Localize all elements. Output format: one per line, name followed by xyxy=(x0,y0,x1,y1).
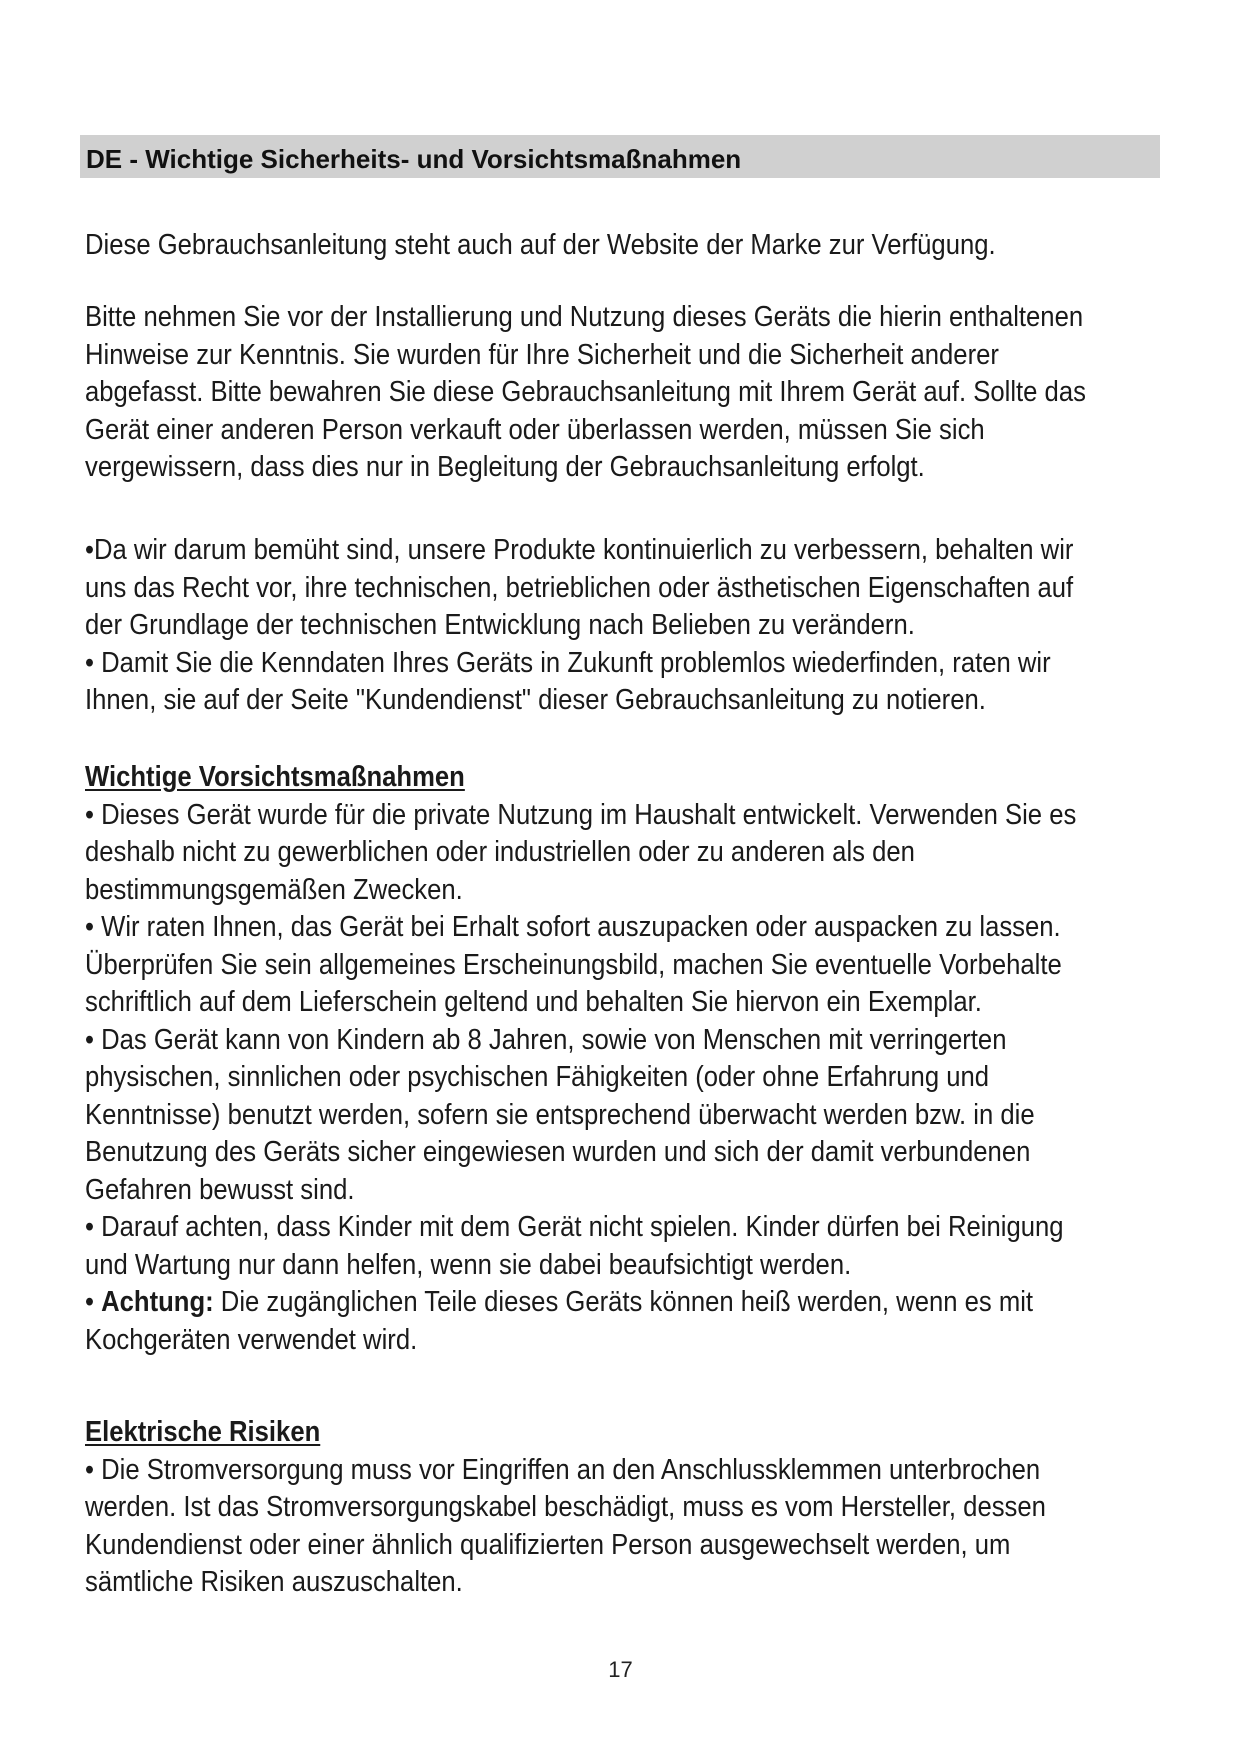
section-header-bar xyxy=(80,135,1160,178)
text-line: • Dieses Gerät wurde für die private Nutzung im Haushalt entwickelt. Verwenden Sie es xyxy=(85,798,1077,831)
page-title: DE - Wichtige Sicherheits- und Vorsichtsmaßnahmen xyxy=(86,144,742,174)
text-line: Überprüfen Sie sein allgemeines Erscheinungsbild, machen Sie eventuelle Vorbehalte xyxy=(85,948,1062,981)
intro-paragraph xyxy=(85,227,1066,265)
text-line: • Die Stromversorgung muss vor Eingriffen an den Anschlussklemmen unterbrochen xyxy=(85,1453,1041,1486)
text-line: Bitte nehmen Sie vor der Installierung und Nutzung dieses Geräts die hierin enthaltenen xyxy=(85,301,1084,333)
text-line: Gerät einer anderen Person verkauft oder überlassen werden, müssen Sie sich xyxy=(85,413,985,446)
text-line: vergewissern, dass dies nur in Begleitung der Gebrauchsanleitung erfolgt. xyxy=(85,451,925,483)
text-line: sämtliche Risiken auszuschalten. xyxy=(85,1566,463,1598)
intro-line: Diese Gebrauchsanleitung steht auch auf der Website der Marke zur Verfügung. xyxy=(85,229,996,261)
text-line: Ihnen, sie auf der Seite "Kundendienst" dieser Gebrauchsanleitung zu notieren. xyxy=(85,684,986,716)
section-heading: Elektrische Risiken xyxy=(85,1416,321,1448)
text-line: •Da wir darum bemüht sind, unsere Produkte kontinuierlich zu verbessern, behalten wir xyxy=(85,534,1074,566)
text-line: Gefahren bewusst sind. xyxy=(85,1173,355,1206)
text-line: uns das Recht vor, ihre technischen, betrieblichen oder ästhetischen Eigenschaften auf xyxy=(85,571,1074,604)
text-line: abgefasst. Bitte bewahren Sie diese Gebrauchsanleitung mit Ihrem Gerät auf. Sollte das xyxy=(85,376,1086,408)
text-line: Kundendienst oder einer ähnlich qualifizierten Person ausgewechselt werden, um xyxy=(85,1528,1011,1561)
text-line: der Grundlage der technischen Entwicklung nach Belieben zu verändern. xyxy=(85,609,915,641)
text-line: werden. Ist das Stromversorgungskabel beschädigt, muss es vom Hersteller, dessen xyxy=(85,1491,1046,1523)
text-line: Kenntnisse) benutzt werden, sofern sie entsprechend überwacht werden bzw. in die xyxy=(85,1098,1035,1131)
warning-line xyxy=(85,1284,1066,1322)
text-line: physischen, sinnlichen oder psychischen Fähigkeiten (oder ohne Erfahrung und xyxy=(85,1061,990,1093)
text-line: und Wartung nur dann helfen, wenn sie dabei beaufsichtigt werden. xyxy=(85,1248,852,1281)
warning-label: Achtung: xyxy=(101,1286,214,1318)
text-line: schriftlich auf dem Lieferschein geltend und behalten Sie hiervon ein Exemplar. xyxy=(85,986,982,1018)
text-line: Kochgeräten verwendet wird. xyxy=(85,1323,418,1356)
paragraph-product-changes xyxy=(85,532,1074,720)
text-line: • Damit Sie die Kenndaten Ihres Geräts in Zukunft problemlos wiederfinden, raten wir xyxy=(85,646,1051,679)
page-number: 17 xyxy=(608,1657,633,1682)
text-line: • Wir raten Ihnen, das Gerät bei Erhalt sofort auszupacken oder auspacken zu lassen. xyxy=(85,911,1061,943)
section-heading: Wichtige Vorsichtsmaßnahmen xyxy=(85,761,465,793)
bullet: • xyxy=(85,1286,102,1318)
text-line: deshalb nicht zu gewerblichen oder industriellen oder zu anderen als den xyxy=(85,836,915,868)
paragraph-installation-notes xyxy=(85,299,1086,487)
text-line: Benutzung des Geräts sicher eingewiesen wurden und sich der damit verbundenen xyxy=(85,1136,1031,1168)
text-line: bestimmungsgemäßen Zwecken. xyxy=(85,873,463,906)
warning-text: Die zugänglichen Teile dieses Geräts können heiß werden, wenn es mit xyxy=(213,1286,1034,1318)
section-important-precautions xyxy=(85,759,1077,1359)
text-line: • Darauf achten, dass Kinder mit dem Gerät nicht spielen. Kinder dürfen bei Reinigung xyxy=(85,1211,1064,1243)
text-line: Hinweise zur Kenntnis. Sie wurden für Ihre Sicherheit und die Sicherheit anderer xyxy=(85,338,999,371)
text-line: • Das Gerät kann von Kindern ab 8 Jahren, sowie von Menschen mit verringerten xyxy=(85,1023,1007,1056)
section-electrical-risks xyxy=(85,1414,1066,1602)
